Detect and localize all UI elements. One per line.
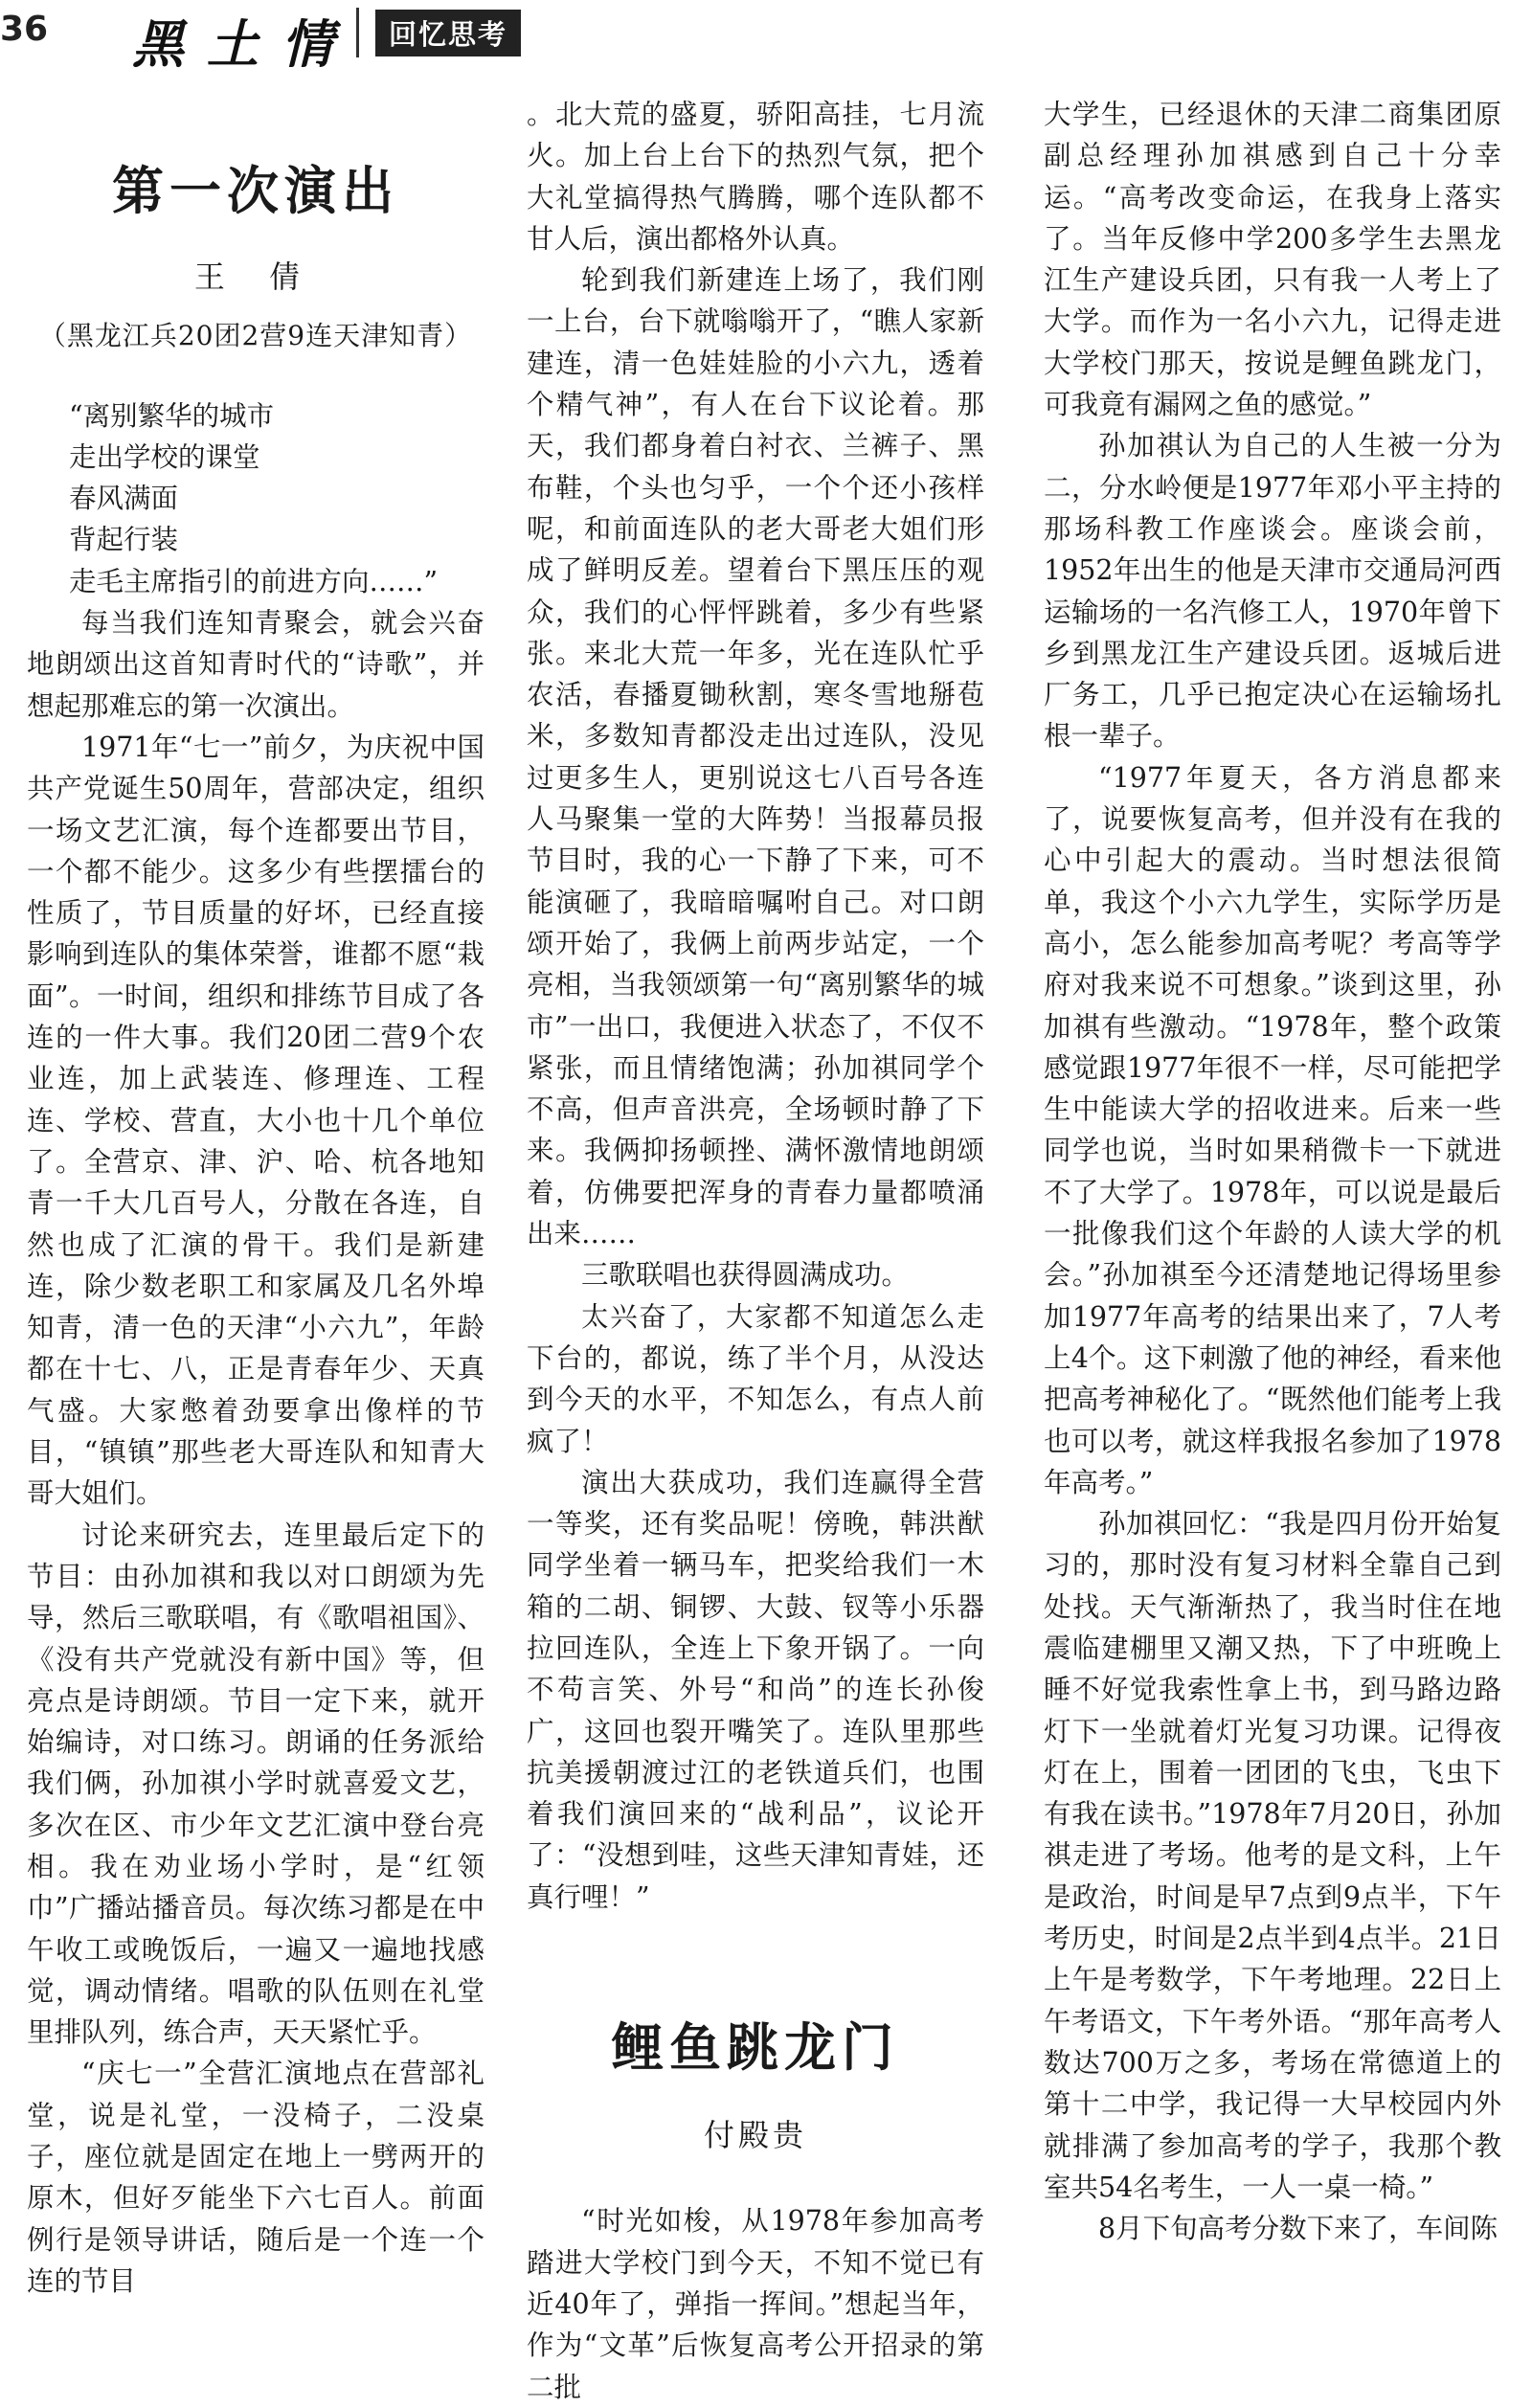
page-number: 36 <box>0 10 49 49</box>
column-1 <box>27 94 484 2302</box>
poem-line: 春风满面 <box>69 483 179 515</box>
article2-author: 付殿贵 <box>703 2117 807 2154</box>
paragraph: 每当我们连知青聚会，就会兴奋地朗颂出这首知青时代的“诗歌”，并想起那难忘的第一次演出。 <box>27 607 484 722</box>
paragraph: 讨论来研究去，连里最后定下的节目：由孙加祺和我以对口朗颂为先导，然后三歌联唱，有《歌唱祖国》、《没有共产党就没有新中国》等，但亮点是诗朗颂。节目一定下来，就开始编诗，对口练习。朗诵的任务派给我们俩，孙加祺小学时就喜爱文艺，多次在区、市少年文艺汇演中登台亮相。我在劝业场小学时，是“红领巾”广播站播音员。每次练习都是在中午收工或晚饭后，一遍又一遍地找感觉，调动情绪。唱歌的队伍则在礼堂里排队列，练合声，天天紧忙乎。 <box>27 1519 484 2049</box>
article2-title: 鲤鱼跳龙门 <box>612 2017 899 2079</box>
header-divider <box>356 8 359 57</box>
paragraph: 孙加祺回忆：“我是四月份开始复习的，那时没有复习材料全靠自己到处找。天气渐渐热了，我当时住在地震临建棚里又潮又热，下了中班晚上睡不好觉我索性拿上书，到马路边路灯下一坐就着灯光复习功课。记得夜灯在上，围着一团团的飞虫，飞虫下有我在读书。”1978年7月20日，孙加祺走进了考场。他考的是文科，上午是政治，时间是早7点到9点半，下午考历史，时间是2点半到4点半。21日上午是考数学，下午考地理。22日上午考语文，下午考外语。“那年高考人数达700万之多，考场在常德道上的第十二中学，我记得一大早校园内外就排满了参加高考的学子，我那个教室共54名考生，一人一桌一椅。” <box>1044 1508 1501 2203</box>
poem-line: 走出学校的课堂 <box>69 440 260 473</box>
paragraph: 太兴奋了，大家都不知道怎么走下台的，都说，练了半个月，从没达到今天的水平，不知怎么，有点人前疯了！ <box>527 1300 984 1457</box>
paragraph: “时光如梭，从1978年参加高考踏进大学校门到今天，不知不觉已有近40年了，弹指一挥间。”想起当年，作为“文革”后恢复高考公开招录的第二批 <box>527 2205 984 2403</box>
column-2 <box>527 94 984 2408</box>
poem-line: 走毛主席指引的前进方向……” <box>69 565 439 597</box>
poem-line: 背起行装 <box>69 524 179 556</box>
paragraph: “1977年夏天，各方消息都来了，说要恢复高考，但并没有在我的心中引起大的震动。当时想法很简单，我这个小六九学生，实际学历是高小，怎么能参加高考呢？考高等学府对我来说不可想象。”谈到这里，孙加祺有些激动。“1978年，整个政策感觉跟1977年很不一样，尽可能把学生中能读大学的招收进来。后来一些同学也说，当时如果稍微卡一下就进不了大学了。1978年，可以说是最后一批像我们这个年龄的人读大学的机会。”孙加祺至今还清楚地记得场里参加1977年高考的结果出来了，7人考上4个。这下刺激了他的神经，看来他把高考神秘化了。“既然他们能考上我也可以考，就这样我报名参加了1978年高考。” <box>1044 761 1501 1498</box>
paragraph: 1971年“七一”前夕，为庆祝中国共产党诞生50周年，营部决定，组织一场文艺汇演，每个连都要出节目，一个都不能少。这多少有些摆擂台的性质了，节目质量的好坏，已经直接影响到连队的集体荣誉，谁都不愿“栽面”。一时间，组织和排练节目成了各连的一件大事。我们20团二营9个农业连，加上武装连、修理连、工程连、学校、营直，大小也十几个单位了。全营京、津、沪、哈、杭各地知青一千大几百号人，分散在各连，自然也成了汇演的骨干。我们是新建连，除少数老职工和家属及几名外埠知青，清一色的天津“小六九”，年龄都在十七、八，正是青春年少、天真气盛。大家憋着劲要拿出像样的节目，“镇镇”那些老大哥连队和知青大哥大姐们。 <box>27 731 484 1510</box>
paragraph: 演出大获成功，我们连赢得全营一等奖，还有奖品呢！傍晚，韩洪猷同学坐着一辆马车，把奖给我们一木箱的二胡、铜锣、大鼓、钗等小乐器拉回连队，全连上下象开锅了。一向不苟言笑、外号“和尚”的连长孙俊广，这回也裂开嘴笑了。连队里那些抗美援朝渡过江的老铁道兵们，也围着我们演回来的“战利品”，议论开了：“没想到哇，这些天津知青娃，还真行哩！” <box>527 1466 984 1913</box>
paragraph-continued: 大学生，已经退休的天津二商集团原副总经理孙加祺感到自己十分幸运。“高考改变命运，在我身上落实了。当年反修中学200多学生去黑龙江生产建设兵团，只有我一人考上了大学。而作为一名小六九，记得走进大学校门那天，按说是鲤鱼跳龙门，可我竟有漏网之鱼的感觉。” <box>1044 99 1501 421</box>
article1-author: 王 倩 <box>193 259 318 295</box>
article1-title: 第一次演出 <box>112 161 399 221</box>
paragraph: 8月下旬高考分数下来了，车间陈 <box>1098 2213 1498 2245</box>
magazine-logo: 黑土情 <box>132 13 356 75</box>
column-3 <box>1044 94 1501 2249</box>
paragraph: “庆七一”全营汇演地点在营部礼堂，说是礼堂，一没椅子，二没桌子，座位就是固定在地上一劈两开的原木，但好歹能坐下六七百人。前面例行是领导讲话，随后是一个连一个连的节目 <box>27 2058 484 2297</box>
poem-line: “离别繁华的城市 <box>69 399 275 432</box>
paragraph: 三歌联唱也获得圆满成功。 <box>581 1259 910 1292</box>
poem <box>27 395 484 602</box>
paragraph: 轮到我们新建连上场了，我们刚一上台，台下就嗡嗡开了，“瞧人家新建连，清一色娃娃脸的小六九，透着个精气神”，有人在台下议论着。那天，我们都身着白衬衣、兰裤子、黑布鞋，个头也匀乎，一个个还小孩样呢，和前面连队的老大哥老大姐们形成了鲜明反差。望着台下黑压压的观众，我们的心怦怦跳着，多少有些紧张。来北大荒一年多，光在连队忙乎农活，春播夏锄秋割，寒冬雪地掰苞米，多数知青都没走出过连队，没见过更多生人，更别说这七八百号各连人马聚集一堂的大阵势！当报幕员报节目时，我的心一下静了下来，可不能演砸了，我暗暗嘱咐自己。对口朗颂开始了，我俩上前两步站定，一个亮相，当我领颂第一句“离别繁华的城市”一出口，我便进入状态了，不仅不紧张，而且情绪饱满；孙加祺同学个不高，但声音洪亮，全场顿时静了下来。我俩抑扬顿挫、满怀激情地朗颂着，仿佛要把浑身的青春力量都喷涌出来…… <box>527 264 984 1250</box>
paragraph-continued: 。北大荒的盛夏，骄阳高挂，七月流火。加上台上台下的热烈气氛，把个大礼堂搞得热气腾腾，哪个连队都不甘人后，演出都格外认真。 <box>527 99 984 255</box>
paragraph: 孙加祺认为自己的人生被一分为二，分水岭便是1977年邓小平主持的那场科教工作座谈会。座谈会前，1952年出生的他是天津市交通局河西运输场的一名汽修工人，1970年曾下乡到黑龙江生产建设兵团。返城后进厂务工，几乎已抱定决心在运输场扎根一辈子。 <box>1044 430 1501 753</box>
article1-affiliation: （黑龙江兵20团2营9连天津知青） <box>38 320 473 352</box>
section-tag: 回忆思考 <box>375 10 521 56</box>
